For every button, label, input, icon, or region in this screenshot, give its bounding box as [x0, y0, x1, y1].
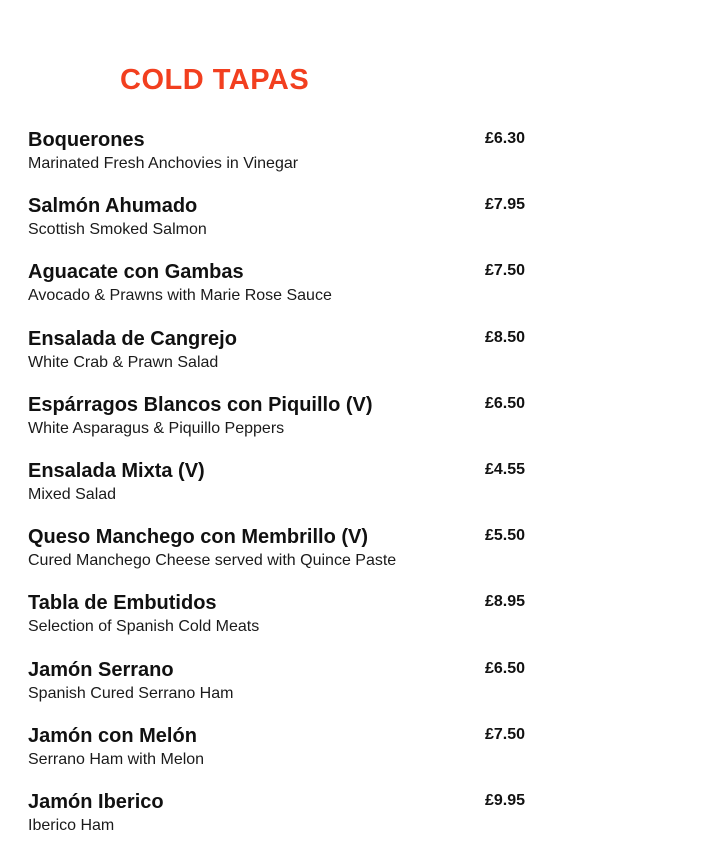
item-price: £6.50	[485, 659, 526, 677]
item-name: Jamón Iberico	[28, 790, 164, 813]
item-description: Cured Manchego Cheese served with Quince Paste	[28, 552, 397, 570]
item-price: £7.95	[485, 196, 526, 214]
item-name: Aguacate con Gambas	[28, 261, 244, 284]
menu-item	[0, 787, 712, 853]
menu-item	[0, 522, 712, 588]
item-description: Mixed Salad	[28, 485, 117, 503]
item-name: Jamón Serrano	[28, 658, 174, 681]
menu-item	[0, 257, 712, 323]
item-description: Spanish Cured Serrano Ham	[28, 684, 234, 702]
item-price: £7.50	[485, 725, 526, 743]
item-description: Iberico Ham	[28, 816, 115, 834]
item-price: £6.30	[485, 130, 526, 147]
item-price: £4.55	[485, 460, 526, 478]
menu-item	[0, 588, 712, 654]
item-price: £9.95	[485, 791, 526, 809]
item-name: Espárragos Blancos con Piquillo (V)	[28, 393, 373, 416]
item-name: Tabla de Embutidos	[28, 592, 217, 615]
menu-item	[0, 125, 712, 191]
item-description: Marinated Fresh Anchovies in Vinegar	[28, 155, 299, 172]
item-description: Avocado & Prawns with Marie Rose Sauce	[28, 287, 332, 305]
item-price: £7.50	[485, 262, 526, 280]
item-price: £8.50	[485, 328, 526, 346]
item-description: White Crab & Prawn Salad	[28, 353, 219, 371]
item-name: Jamón con Melón	[28, 724, 197, 747]
item-description: Serrano Ham with Melon	[28, 750, 205, 768]
item-price: £8.95	[485, 593, 526, 611]
item-name: Boquerones	[28, 129, 145, 151]
item-description: Selection of Spanish Cold Meats	[28, 618, 260, 636]
item-price: £5.50	[485, 527, 526, 545]
item-description: White Asparagus & Piquillo Peppers	[28, 419, 285, 437]
item-name: Ensalada de Cangrejo	[28, 327, 237, 350]
menu-item	[0, 191, 712, 257]
menu-item	[0, 655, 712, 721]
menu-item	[0, 456, 712, 522]
menu-item	[0, 390, 712, 456]
item-price: £6.50	[485, 394, 526, 412]
item-name: Salmón Ahumado	[28, 195, 198, 218]
item-name: Queso Manchego con Membrillo (V)	[28, 526, 369, 549]
menu-item	[0, 324, 712, 390]
item-name: Ensalada Mixta (V)	[28, 459, 205, 482]
menu-item	[0, 721, 712, 787]
item-description: Scottish Smoked Salmon	[28, 221, 207, 239]
menu-item-list	[0, 125, 712, 853]
section-title: COLD TAPAS	[120, 64, 310, 96]
